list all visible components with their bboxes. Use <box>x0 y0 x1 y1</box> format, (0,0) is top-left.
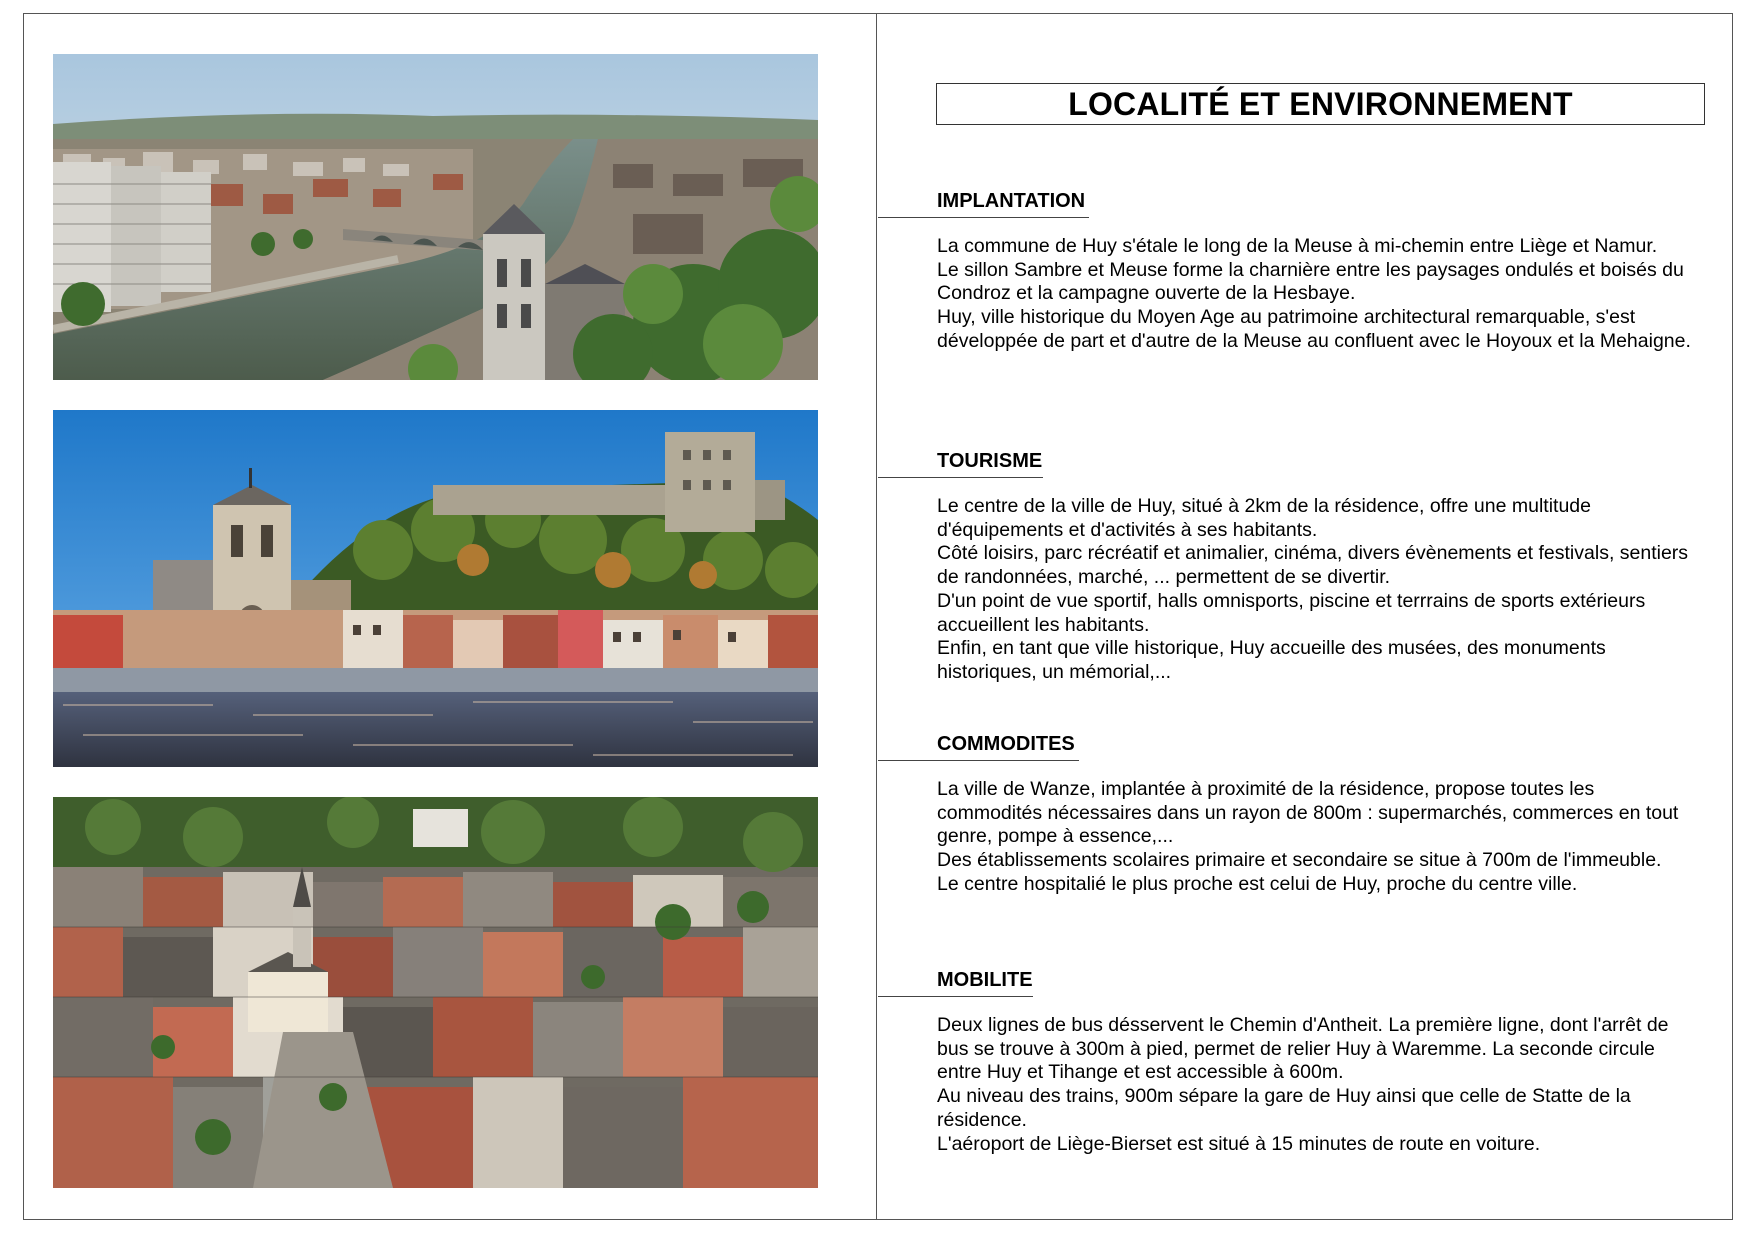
photo-huy-aerial-town <box>53 797 818 1188</box>
section-header <box>878 732 1708 762</box>
section-title: COMMODITES <box>937 733 1075 755</box>
section-body <box>937 778 1697 897</box>
column-divider <box>876 13 877 1220</box>
paragraph: Deux lignes de bus désservent le Chemin d'Antheit. La première ligne, dont l'arrêt de bus se trouve à 300m à pied, permet de relier Huy à Waremme. La seconde circule entre Huy et Tihange et est accessible à 600m. <box>937 1014 1669 1084</box>
section-body <box>937 235 1697 354</box>
photo-huy-meuse-panorama <box>53 54 818 380</box>
paragraph: Enfin, en tant que ville historique, Huy accueille des musées, des monuments historiques, un mémorial,... <box>937 637 1606 683</box>
paragraph: L'aéroport de Liège-Bierset est situé à 15 minutes de route en voiture. <box>937 1132 1541 1155</box>
paragraph: La commune de Huy s'étale le long de la Meuse à mi-chemin entre Liège et Namur. <box>937 235 1658 257</box>
paragraph: Des établissements scolaires primaire et secondaire se situe à 700m de l'immeuble. <box>937 849 1662 872</box>
section-title: TOURISME <box>937 450 1043 472</box>
section-tourisme <box>878 449 1708 685</box>
section-title: MOBILITE <box>937 969 1033 991</box>
paragraph: La ville de Wanze, implantée à proximité de la résidence, propose toutes les commodités nécessaires dans un rayon de 800m : supermarchés, commerces en tout genre, pompe à essence,... <box>937 778 1679 848</box>
section-header <box>878 189 1708 219</box>
paragraph: Le centre hospitalié le plus proche est celui de Huy, proche du centre ville. <box>937 872 1578 895</box>
section-implantation <box>878 189 1708 354</box>
page-title-box <box>936 83 1705 125</box>
section-header <box>878 968 1708 998</box>
paragraph: Huy, ville historique du Moyen Age au patrimoine architectural remarquable, s'est développée de part et d'autre de la Meuse au confluent avec le Hoyoux et la Mehaigne. <box>937 306 1691 352</box>
section-underline <box>878 996 1033 997</box>
section-underline <box>878 217 1089 218</box>
paragraph: Côté loisirs, parc récréatif et animalier, cinéma, divers évènements et festivals, sentiers de randonnées, marché, ... permettent de se divertir. <box>937 542 1689 589</box>
paragraph: D'un point de vue sportif, halls omnisports, piscine et terrrains de sports extérieurs accueillent les habitants. <box>937 589 1646 636</box>
page-title: LOCALITÉ ET ENVIRONNEMENT <box>1068 85 1573 122</box>
photo-huy-collegiale-fort <box>53 410 818 767</box>
paragraph: Le centre de la ville de Huy, situé à 2km de la résidence, offre une multitude d'équipements et d'activités à ses habitants. <box>937 495 1591 541</box>
section-underline <box>878 760 1079 761</box>
section-commodites <box>878 732 1708 897</box>
section-header <box>878 449 1708 479</box>
section-mobilite <box>878 968 1708 1156</box>
section-underline <box>878 477 1043 478</box>
section-title: IMPLANTATION <box>937 190 1086 212</box>
section-body <box>937 495 1697 685</box>
paragraph: Au niveau des trains, 900m sépare la gare de Huy ainsi que celle de Statte de la résidence. <box>937 1085 1631 1131</box>
paragraph: Le sillon Sambre et Meuse forme la charnière entre les paysages ondulés et boisés du Condroz et la campagne ouverte de la Hesbaye. <box>937 258 1684 305</box>
section-body <box>937 1014 1697 1156</box>
